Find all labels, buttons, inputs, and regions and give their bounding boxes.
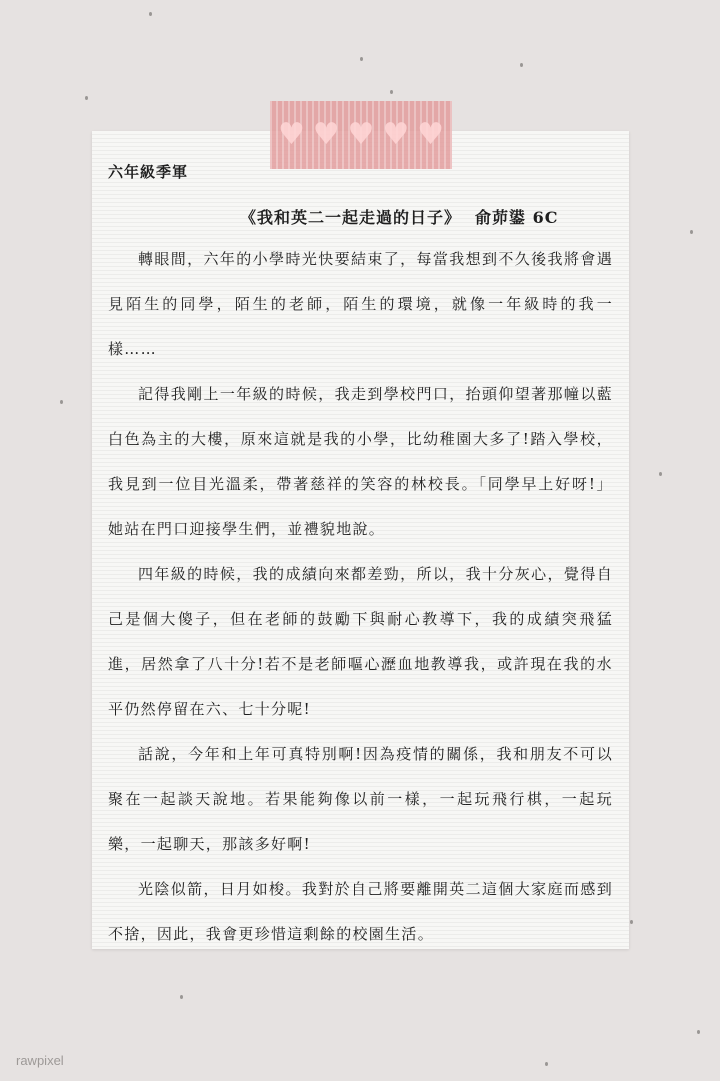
essay-title: 《我和英二一起走過的日子》 [240,208,462,227]
essay-title-line [240,205,558,228]
background-speck [60,400,63,404]
paragraph: 光陰似箭，日月如梭。我對於自己將要離開英二這個大家庭而感到不捨，因此，我會更珍惜這剩餘的校園生活。 [108,880,613,943]
essay-body [108,237,613,957]
paragraph: 話說，今年和上年可真特別啊!因為疫情的關係，我和朋友不可以聚在一起談天說地。若果能夠像以前一樣，一起玩飛行棋，一起玩樂，一起聊天，那該多好啊! [108,745,613,853]
background-speck [520,63,523,67]
background-speck [690,230,693,234]
heart-icon: ♥ [312,117,340,152]
heart-icon: ♥ [417,117,445,152]
watermark: rawpixel [16,1053,64,1068]
author-name: 俞茆鍙 6C [475,208,559,227]
heart-icon: ♥ [347,117,375,152]
background-speck [630,920,633,924]
background-speck [180,995,183,999]
background-speck [390,90,393,94]
paragraph: 四年級的時候，我的成績向來都差勁，所以，我十分灰心，覺得自己是個大傻子，但在老師的鼓勵下與耐心教導下，我的成績突飛猛進，居然拿了八十分!若不是老師嘔心瀝血地教導我，或許現在我的水平仍然停留在六、七十分呢! [108,565,613,718]
background-speck [149,12,152,16]
heart-icon: ♥ [382,117,410,152]
background-speck [85,96,88,100]
background-speck [360,57,363,61]
award-heading: 六年級季軍 [108,163,189,181]
heart-icon: ♥ [277,117,305,152]
background-speck [697,1030,700,1034]
paragraph: 記得我剛上一年級的時候，我走到學校門口，抬頭仰望著那幢以藍白色為主的大樓，原來這就是我的小學，比幼稚園大多了!踏入學校，我見到一位目光溫柔，帶著慈祥的笑容的林校長。「同學早上好呀!」她站在門口迎接學生們，並禮貌地說。 [108,385,613,538]
paragraph: 轉眼間，六年的小學時光快要結束了，每當我想到不久後我將會遇見陌生的同學，陌生的老師，陌生的環境，就像一年級時的我一樣…… [108,250,613,358]
background-speck [659,472,662,476]
background-speck [545,1062,548,1066]
washi-tape [270,101,452,169]
